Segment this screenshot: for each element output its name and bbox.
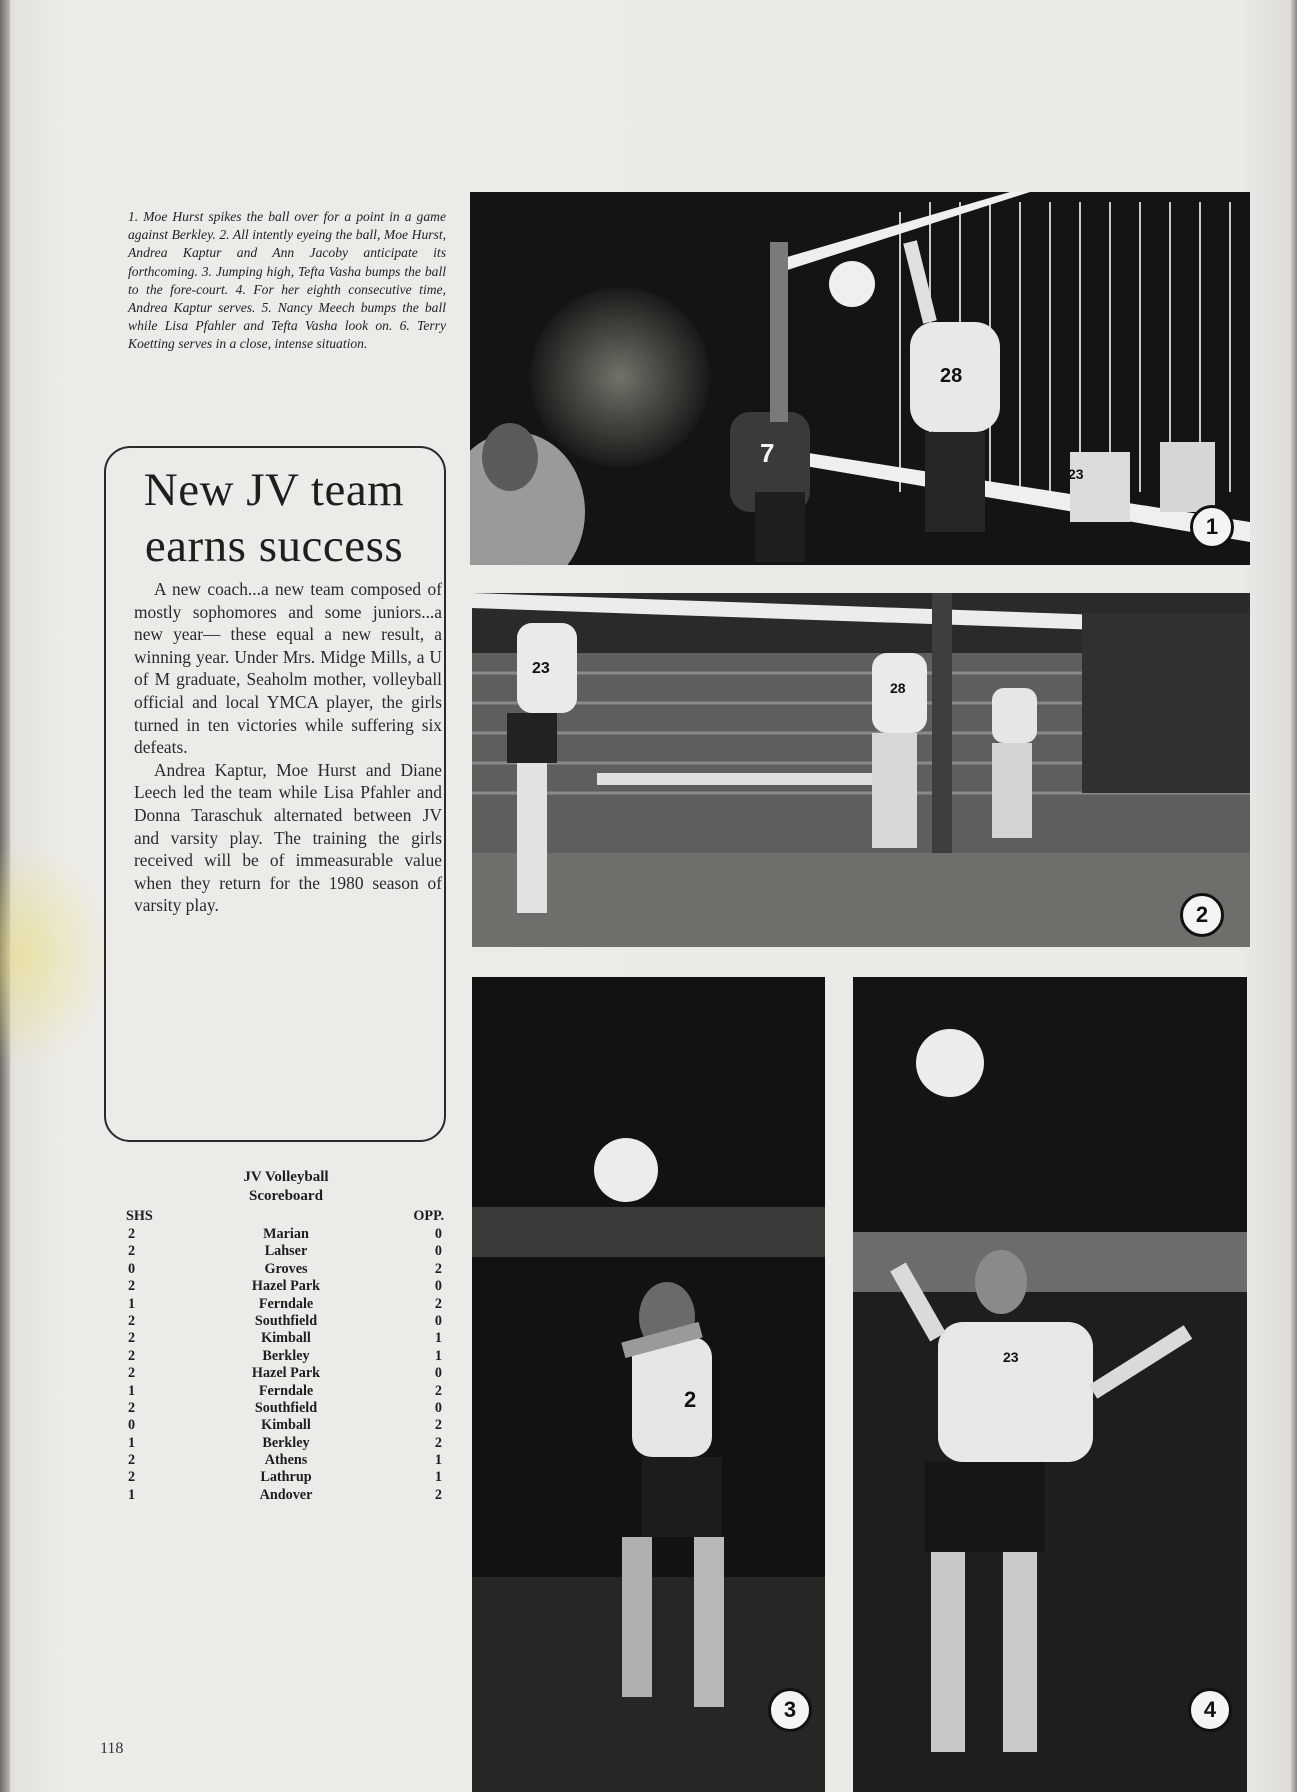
scoreboard-row [126,1469,446,1486]
photo-1 [470,192,1250,565]
scoreboard-col-opp: OPP. [413,1208,444,1224]
scoreboard-row [126,1313,446,1330]
photo-1-number-badge: 1 [1190,505,1234,549]
scoreboard-opp-score: 1 [434,1452,442,1469]
scoreboard-opp-score: 0 [434,1226,442,1242]
scoreboard-shs-score: 2 [128,1347,136,1364]
photo-2 [472,593,1250,947]
scoreboard-opp-score: 2 [434,1417,442,1434]
scoreboard-shs-score: 2 [128,1226,136,1242]
photo-4-number-badge: 4 [1188,1688,1232,1732]
scoreboard-title-line-2: Scoreboard [249,1188,323,1204]
photo-3-image [472,977,825,1792]
scoreboard-shs-score: 1 [128,1434,136,1451]
scoreboard-row [126,1487,446,1504]
scoreboard-shs-score: 2 [128,1243,136,1260]
scoreboard-opp-score: 0 [434,1243,442,1260]
story-paragraph-2: Andrea Kaptur, Moe Hurst and Diane Leech led the team while Lisa Pfahler and Donna Taraschuk alternated between JV and varsity play. The training the girls received will be of immeasurable value when they return for the 1980 season of varsity play. [134,759,442,916]
scoreboard-opponent: Kimball [261,1330,311,1347]
scoreboard-opp-score: 0 [434,1278,442,1295]
scoreboard-opp-score: 2 [434,1434,442,1451]
headline-line-1: New JV team [143,464,405,516]
scoreboard-opp-score: 2 [434,1260,442,1277]
scoreboard-row [126,1330,446,1347]
scoreboard-row [126,1365,446,1382]
scoreboard-row [126,1452,446,1469]
scoreboard-title [126,1168,446,1206]
photo-1-jersey-23: 23 [1068,466,1084,482]
page-number: 118 [100,1740,124,1757]
scoreboard-shs-score: 0 [128,1260,136,1277]
scoreboard-opponent: Marian [263,1226,309,1242]
scoreboard-row [126,1417,446,1434]
scoreboard-opp-score: 2 [434,1382,442,1399]
scoreboard-opponent: Groves [264,1260,308,1277]
photo-4 [853,977,1247,1792]
page-edge [1291,0,1297,1792]
photo-4-jersey-23: 23 [1003,1349,1019,1365]
scoreboard-shs-score: 2 [128,1399,136,1416]
scoreboard-shs-score: 0 [128,1417,136,1434]
scoreboard-opponent: Andover [259,1486,313,1503]
scoreboard-opponent: Hazel Park [251,1278,321,1295]
scoreboard-row [126,1261,446,1278]
story-paragraph-1: A new coach...a new team composed of mostly sophomores and some juniors...a new year— these equal a new result, a winning year. Under Mrs. Midge Mills, a U of M graduate, Seaholm mother, volleyball official and local YMCA player, the girls turned in ten victories while suffering six defeats. [134,579,442,758]
scoreboard-opp-score: 1 [434,1347,442,1364]
scoreboard-shs-score: 2 [128,1469,136,1486]
headline [104,462,444,574]
scoreboard-shs-score: 1 [128,1486,136,1503]
scoreboard-opponent: Lahser [264,1243,308,1260]
scoreboard-opp-score: 1 [434,1469,442,1486]
scoreboard [126,1168,446,1504]
photo-2-number-badge: 2 [1180,893,1224,937]
photo-1-jersey-7: 7 [760,438,775,468]
photo-2-image [472,593,1250,947]
scoreboard-opp-score: 2 [434,1295,442,1312]
scoreboard-opp-score: 0 [434,1399,442,1416]
scoreboard-shs-score: 1 [128,1295,136,1312]
scoreboard-row [126,1278,446,1295]
scoreboard-rows [126,1226,446,1504]
scoreboard-opponent: Ferndale [258,1295,314,1312]
scoreboard-col-shs: SHS [126,1208,153,1224]
scoreboard-shs-score: 2 [128,1365,136,1382]
photo-1-jersey-29: 28 [940,365,963,387]
scoreboard-title-line-1: JV Volleyball [243,1169,329,1185]
scoreboard-shs-score: 2 [128,1312,136,1329]
story-body [134,578,442,917]
scoreboard-row [126,1243,446,1260]
scoreboard-opponent: Berkley [262,1434,310,1451]
scoreboard-opp-score: 0 [434,1312,442,1329]
scoreboard-opponent: Berkley [262,1347,310,1364]
photo-3-jersey-2: 2 [684,1387,697,1412]
scoreboard-opp-score: 2 [434,1486,442,1503]
scoreboard-row [126,1296,446,1313]
scoreboard-row [126,1226,446,1243]
scoreboard-shs-score: 2 [128,1330,136,1347]
photo-4-image [853,977,1247,1792]
scoreboard-header [126,1206,446,1226]
scoreboard-shs-score: 1 [128,1382,136,1399]
scoreboard-opponent: Southfield [254,1399,318,1416]
scoreboard-opponent: Lathrup [260,1469,312,1486]
scoreboard-shs-score: 2 [128,1278,136,1295]
photo-1-image [470,192,1250,565]
photo-3 [472,977,825,1792]
light-glare [0,840,110,1070]
photo-2-jersey-23: 23 [532,660,550,677]
scoreboard-row [126,1400,446,1417]
scoreboard-opponent: Athens [264,1452,308,1469]
scoreboard-opponent: Hazel Park [251,1365,321,1382]
photo-2-jersey-28: 28 [890,680,906,696]
scoreboard-shs-score: 2 [128,1452,136,1469]
scoreboard-row [126,1435,446,1452]
scoreboard-opponent: Southfield [254,1312,318,1329]
scoreboard-opponent: Ferndale [258,1382,314,1399]
photo-caption: 1. Moe Hurst spikes the ball over for a point in a game against Berkley. 2. All intently eyeing the ball, Moe Hurst, Andrea Kaptur and Ann Jacoby anticipate its forthcoming. 3. Jumping high, Tefta Vasha bumps the ball to the fore-court. 4. For her eighth consecutive time, Andrea Kaptur serves. 5. Nancy Meech bumps the ball while Lisa Pfahler and Tefta Vasha look on. 6. Terry Koetting serves in a close, intense situation. [128,209,446,352]
scoreboard-opp-score: 0 [434,1365,442,1382]
scoreboard-opp-score: 1 [434,1330,442,1347]
scoreboard-opponent: Kimball [261,1417,311,1434]
headline-line-2: earns success [144,520,404,572]
photo-3-number-badge: 3 [768,1688,812,1732]
scoreboard-row [126,1383,446,1400]
scoreboard-row [126,1348,446,1365]
